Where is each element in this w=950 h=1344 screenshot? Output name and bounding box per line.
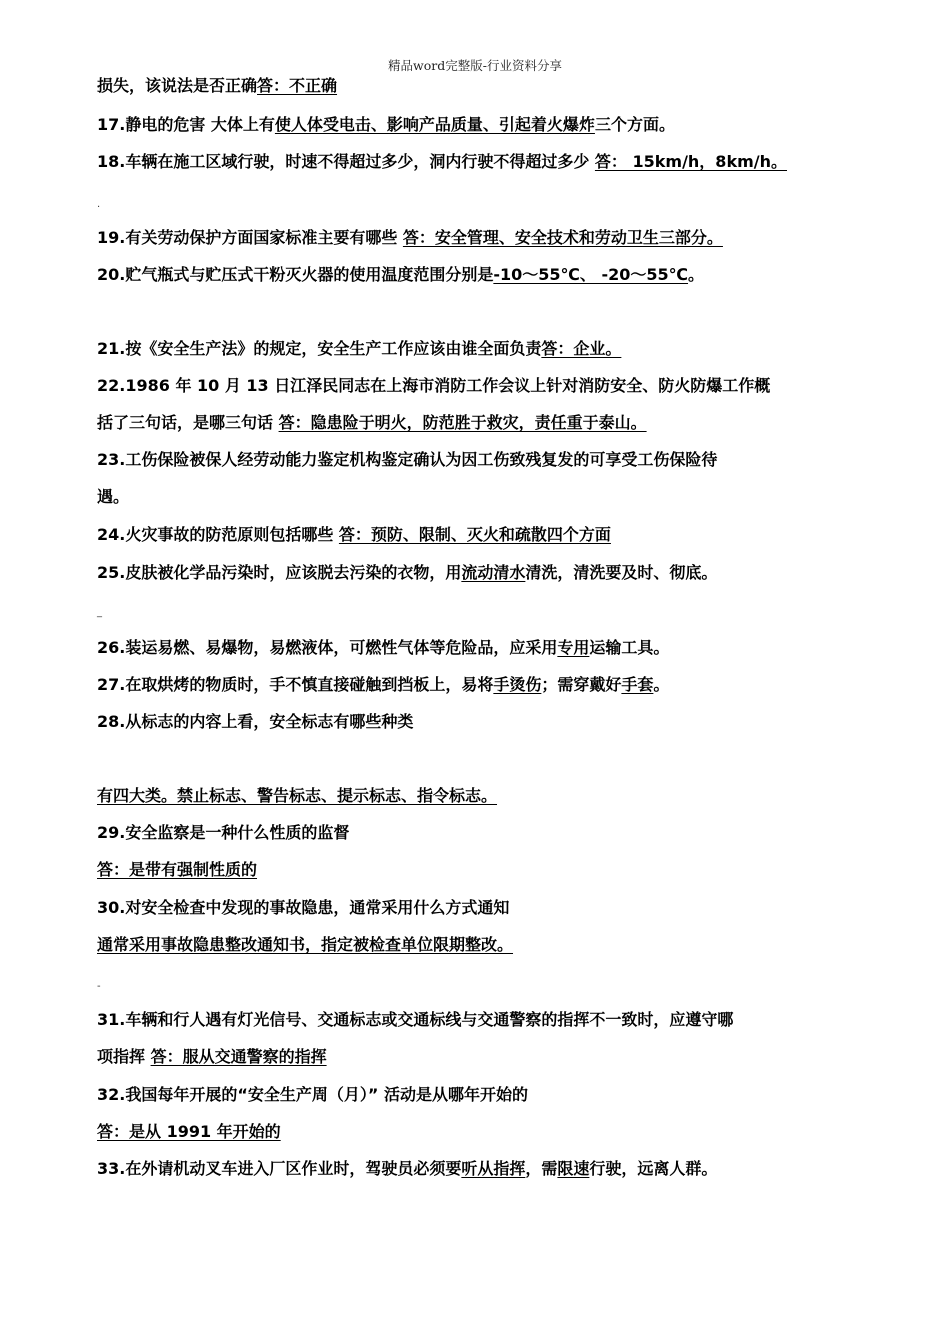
question-24 (97, 525, 611, 545)
text-segment: 22.1986 年 10 月 13 日江泽民同志在上海市消防工作会议上针对消防安全、防火防爆工作概 (97, 376, 771, 395)
text-segment: 28.从标志的内容上看，安全标志有哪些种类 (97, 712, 414, 731)
answer-text: 答：不正确 (257, 76, 338, 95)
answer-29 (97, 860, 257, 880)
question-22 (97, 376, 770, 396)
text-segment: ；需穿戴好 (541, 675, 622, 694)
question-31-cont (97, 1047, 327, 1067)
answer-text: 答：是带有强制性质的 (97, 860, 258, 879)
answer-text: 通常采用事故隐患整改通知书，指定被检查单位限期整改。 (97, 935, 514, 954)
text-segment: 30.对安全检查中发现的事故隐患，通常采用什么方式通知 (97, 898, 510, 917)
text-segment: 。 (688, 265, 705, 284)
text-segment: 损失，该说法是否正确 (97, 76, 258, 95)
question-18 (97, 152, 787, 172)
text-segment: 31.车辆和行人遇有灯光信号、交通标志或交通标线与交通警察的指挥不一致时，应遵守哪 (97, 1010, 734, 1029)
answer-text: 专用 (557, 638, 590, 657)
answer-text: 流动清水 (461, 563, 526, 582)
question-20 (97, 265, 704, 285)
stray-mark: - (97, 981, 101, 992)
question-23-cont (97, 487, 129, 507)
answer-32 (97, 1122, 281, 1142)
question-30 (97, 898, 509, 918)
text-segment: 26.装运易燃、易爆物，易燃液体，可燃性气体等危险品，应采用 (97, 638, 558, 657)
answer-text: 使人体受电击、影响产品质量、引起着火爆炸 (274, 115, 595, 134)
question-28 (97, 712, 413, 732)
answer-text: 答： 15km/h，8km/h。 (594, 152, 787, 171)
question-17 (97, 115, 675, 135)
answer-text: 限速 (557, 1159, 590, 1178)
answer-text: 手套 (621, 675, 654, 694)
text-segment: 19.有关劳动保护方面国家标准主要有哪些 (97, 228, 403, 247)
answer-text: -10～55℃、 -20～55℃ (493, 265, 689, 284)
text-segment: 27.在取烘烤的物质时，手不慎直接碰触到挡板上，易将 (97, 675, 494, 694)
question-23 (97, 450, 717, 470)
text-segment: 行驶，远离人群。 (589, 1159, 718, 1178)
question-31 (97, 1010, 733, 1030)
answer-text: 答：安全管理、安全技术和劳动卫生三部分。 (402, 228, 723, 247)
question-29 (97, 823, 349, 843)
text-segment: 25.皮肤被化学品污染时，应该脱去污染的衣物，用 (97, 563, 462, 582)
question-22-cont (97, 413, 647, 433)
answer-text: 手烫伤 (493, 675, 542, 694)
text-segment: 23.工伤保险被保人经劳动能力鉴定机构鉴定确认为因工伤致残复发的可享受工伤保险待 (97, 450, 718, 469)
question-32 (97, 1085, 528, 1105)
text-segment: 21.按《安全生产法》的规定，安全生产工作应该由谁全面负责 (97, 339, 542, 358)
question-21 (97, 339, 621, 359)
text-segment: 20.贮气瓶式与贮压式干粉灭火器的使用温度范围分别是 (97, 265, 494, 284)
answer-text: 答：是从 1991 年开始的 (97, 1122, 281, 1141)
text-segment: 。 (653, 675, 670, 694)
answer-text: 有四大类。禁止标志、警告标志、提示标志、指令标志。 (97, 786, 498, 805)
question-26 (97, 638, 669, 658)
question-19 (97, 228, 723, 248)
text-segment: 运输工具。 (589, 638, 670, 657)
text-segment: 17.静电的危害 大体上有 (97, 115, 275, 134)
page-header: 精品word完整版-行业资料分享 (388, 58, 562, 73)
text-line (97, 76, 337, 96)
text-segment: 清洗，清洗要及时、彻底。 (525, 563, 718, 582)
text-segment: 18.车辆在施工区域行驶，时速不得超过多少，洞内行驶不得超过多少 (97, 152, 595, 171)
answer-text: 答：隐患险于明火，防范胜于救灾，责任重于泰山。 (278, 413, 647, 432)
answer-text: 听从指挥 (461, 1159, 526, 1178)
text-segment: 三个方面。 (594, 115, 675, 134)
text-segment: 项指挥 (97, 1047, 151, 1066)
answer-30 (97, 935, 513, 955)
answer-text: 答：企业。 (541, 339, 622, 358)
question-33 (97, 1159, 717, 1179)
question-27 (97, 675, 669, 695)
stray-mark: . (97, 199, 101, 210)
text-segment: 33.在外请机动叉车进入厂区作业时，驾驶员必须要 (97, 1159, 462, 1178)
answer-text: 答：服从交通警察的指挥 (150, 1047, 327, 1066)
answer-text: 答：预防、限制、灭火和疏散四个方面 (338, 525, 611, 544)
text-segment: 24.火灾事故的防范原则包括哪些 (97, 525, 339, 544)
text-segment: 遇。 (97, 487, 130, 506)
stray-mark: _ (97, 607, 102, 618)
text-segment: 29.安全监察是一种什么性质的监督 (97, 823, 350, 842)
text-segment: 括了三句话，是哪三句话 (97, 413, 279, 432)
text-segment: 32.我国每年开展的“安全生产周（月）” 活动是从哪年开始的 (97, 1085, 528, 1104)
question-25 (97, 563, 717, 583)
answer-28 (97, 786, 497, 806)
text-segment: ，需 (525, 1159, 558, 1178)
